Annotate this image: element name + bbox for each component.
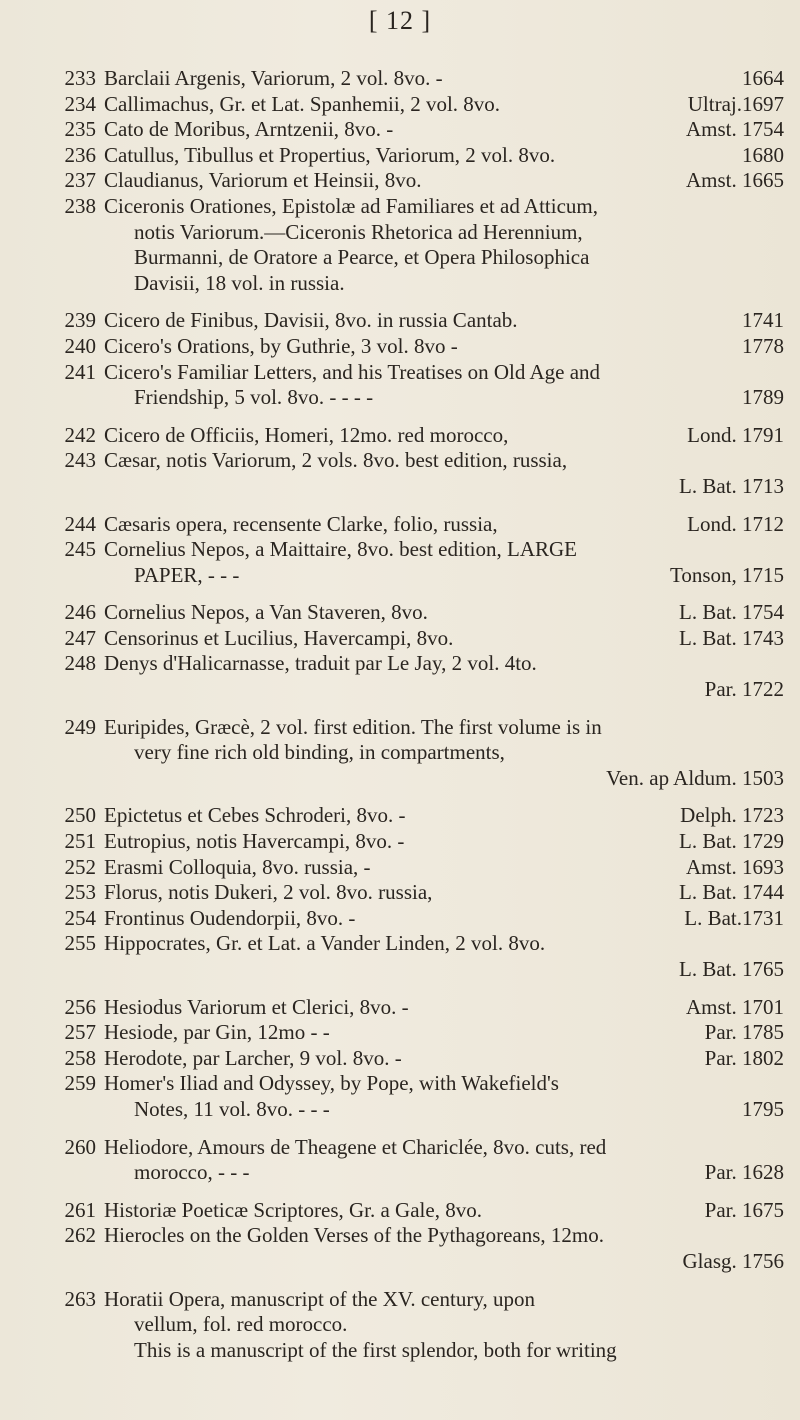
- catalogue-entry: [64, 829, 784, 855]
- entry-imprint: L. Bat. 1729: [679, 829, 784, 854]
- catalogue-entry: [64, 448, 784, 499]
- entry-imprint: 1680: [742, 142, 784, 167]
- entry-title: Cicero's Familiar Letters, and his Treatises on Old Age and: [104, 359, 601, 384]
- entry-continuation: Davisii, 18 vol. in russia.: [134, 270, 345, 295]
- lot-number: 242: [64, 422, 96, 447]
- entry-line: [104, 448, 784, 474]
- lot-number: 249: [64, 714, 96, 739]
- entry-title: Callimachus, Gr. et Lat. Spanhemii, 2 vol. 8vo.: [104, 91, 501, 116]
- lot-number: 255: [64, 931, 96, 956]
- entry-line: [104, 360, 784, 386]
- entry-line: [104, 512, 784, 538]
- entry-imprint: 1778: [742, 333, 784, 358]
- catalogue-entry: [64, 803, 784, 829]
- lot-number: 262: [64, 1223, 96, 1248]
- entry-imprint: Amst. 1693: [685, 854, 784, 879]
- entry-imprint: L. Bat. 1744: [679, 880, 784, 905]
- catalogue-entry: [64, 537, 784, 588]
- entry-line: [104, 677, 784, 703]
- entry-imprint: Par. 1628: [704, 1160, 784, 1185]
- lot-number: 263: [64, 1286, 96, 1311]
- lot-number: 250: [64, 803, 96, 828]
- catalogue-entry: [64, 333, 784, 360]
- lot-number: 246: [64, 600, 96, 625]
- entry-title: Horatii Opera, manuscript of the XV. century, upon: [104, 1286, 535, 1311]
- entry-title: Erasmi Colloquia, 8vo. russia, -: [104, 854, 371, 879]
- lot-number: 247: [64, 625, 96, 650]
- lot-number: 234: [64, 91, 96, 116]
- entry-line: [104, 1020, 784, 1046]
- entry-imprint: Par. 1722: [704, 677, 784, 702]
- lot-number: 236: [64, 142, 96, 167]
- entry-line: [104, 803, 784, 829]
- entry-line: [104, 829, 784, 855]
- entry-line: [104, 474, 784, 500]
- entry-line: [104, 92, 784, 118]
- spacer: [104, 983, 784, 995]
- entry-imprint: Lond. 1791: [687, 422, 784, 447]
- entry-imprint: 1664: [742, 66, 784, 90]
- catalogue-entry: [64, 117, 784, 143]
- catalogue-entry: [64, 193, 784, 296]
- entry-continuation: very fine rich old binding, in compartments,: [134, 740, 505, 765]
- catalogue-entry: [64, 1197, 784, 1224]
- lot-number: 261: [64, 1197, 96, 1222]
- lot-number: 254: [64, 905, 96, 930]
- entry-title: Cornelius Nepos, a Maittaire, 8vo. best edition, LARGE: [104, 537, 578, 562]
- entry-imprint: Delph. 1723: [680, 803, 784, 828]
- catalogue-entry: [64, 66, 784, 92]
- catalogue-entry: [64, 308, 784, 334]
- spacer: [104, 791, 784, 803]
- entry-line: [104, 855, 784, 881]
- entry-title: Cicero's Orations, by Guthrie, 3 vol. 8vo -: [104, 333, 458, 358]
- entry-imprint: Ven. ap Aldum. 1503: [606, 765, 784, 790]
- entry-title: Hesiode, par Gin, 12mo - -: [104, 1020, 330, 1045]
- entry-line: [104, 715, 784, 741]
- entry-line: [104, 537, 784, 563]
- entry-imprint: L. Bat. 1765: [679, 957, 784, 981]
- entry-line: [104, 563, 784, 589]
- spacer: [104, 296, 784, 308]
- entry-title: Barclaii Argenis, Variorum, 2 vol. 8vo. -: [104, 66, 443, 90]
- lot-number: 258: [64, 1045, 96, 1070]
- entry-imprint: Amst. 1665: [685, 168, 784, 193]
- entry-title: Cæsar, notis Variorum, 2 vols. 8vo. best edition, russia,: [104, 448, 568, 473]
- entry-imprint: Tonson, 1715: [669, 562, 784, 587]
- entry-continuation: PAPER, - - -: [134, 562, 240, 587]
- entry-line: [104, 906, 784, 932]
- entry-imprint: L. Bat. 1713: [679, 473, 784, 498]
- lot-number: 237: [64, 168, 96, 193]
- lot-number: 238: [64, 193, 96, 218]
- spacer: [104, 1186, 784, 1198]
- catalogue-entry: [64, 880, 784, 906]
- entry-line: [104, 1198, 784, 1224]
- catalogue-entry: [64, 511, 784, 538]
- entry-line: [104, 931, 784, 957]
- lot-number: 259: [64, 1071, 96, 1096]
- entry-title: Hippocrates, Gr. et Lat. a Vander Linden, 2 vol. 8vo.: [104, 931, 546, 956]
- lot-number: 257: [64, 1020, 96, 1045]
- catalogue-entry: [64, 359, 784, 411]
- entry-title: Denys d'Halicarnasse, traduit par Le Jay, 2 vol. 4to.: [104, 651, 537, 676]
- entry-imprint: Ultraj.1697: [687, 91, 784, 116]
- lot-number: 260: [64, 1134, 96, 1159]
- entry-line: [104, 334, 784, 360]
- entry-title: Ciceronis Orationes, Epistolæ ad Familiares et ad Atticum,: [104, 193, 598, 218]
- entry-imprint: 1789: [742, 385, 784, 410]
- entry-line: [104, 1097, 784, 1123]
- catalogue-entries: [64, 66, 784, 1363]
- catalogue-entry: [64, 1020, 784, 1046]
- entry-title: Homer's Iliad and Odyssey, by Pope, with Wakefield's: [104, 1071, 559, 1096]
- entry-title: Euripides, Græcè, 2 vol. first edition. The first volume is in: [104, 714, 602, 739]
- entry-line: [104, 766, 784, 792]
- entry-title: Cicero de Officiis, Homeri, 12mo. red morocco,: [104, 422, 509, 447]
- entry-imprint: 1741: [742, 308, 784, 333]
- entry-line: [104, 66, 784, 92]
- entry-imprint: L. Bat.1731: [684, 905, 784, 930]
- catalogue-entry: [64, 931, 784, 982]
- lot-number: 239: [64, 308, 96, 333]
- entry-imprint: Glasg. 1756: [682, 1248, 784, 1273]
- catalogue-entry: [64, 600, 784, 626]
- lot-number: 252: [64, 854, 96, 879]
- spacer: [104, 1275, 784, 1287]
- entry-imprint: Par. 1785: [704, 1020, 784, 1045]
- catalogue-entry: [64, 905, 784, 932]
- spacer: [104, 588, 784, 600]
- entry-continuation: notis Variorum.—Ciceronis Rhetorica ad Herennium,: [134, 219, 583, 244]
- entry-title: Cicero de Finibus, Davisii, 8vo. in russia Cantab.: [104, 308, 518, 333]
- lot-number: 244: [64, 511, 96, 536]
- entry-line: [104, 1249, 784, 1275]
- entry-title: Hesiodus Variorum et Clerici, 8vo. -: [104, 994, 409, 1019]
- page-number: [ 12 ]: [368, 6, 432, 35]
- entry-imprint: L. Bat. 1743: [679, 625, 784, 650]
- catalogue-entry: [64, 142, 784, 169]
- entry-title: Epictetus et Cebes Schroderi, 8vo. -: [104, 803, 406, 828]
- entry-continuation: Burmanni, de Oratore a Pearce, et Opera Philosophica: [134, 245, 590, 270]
- entry-imprint: 1795: [742, 1096, 784, 1121]
- entry-note: This is a manuscript of the first splendor, both for writing: [134, 1337, 617, 1362]
- entry-line: [104, 194, 784, 220]
- entry-imprint: L. Bat. 1754: [679, 600, 784, 625]
- entry-line: [104, 1046, 784, 1072]
- catalogue-entry: [64, 168, 784, 194]
- entry-line: [104, 143, 784, 169]
- entry-continuation: Friendship, 5 vol. 8vo. - - - -: [134, 385, 374, 410]
- lot-number: 233: [64, 66, 96, 90]
- spacer: [104, 500, 784, 512]
- entry-title: Hierocles on the Golden Verses of the Pythagoreans, 12mo.: [104, 1223, 605, 1248]
- lot-number: 240: [64, 333, 96, 358]
- entry-imprint: Lond. 1712: [687, 511, 784, 536]
- entry-line: [104, 600, 784, 626]
- entry-imprint: Amst. 1754: [685, 117, 784, 142]
- lot-number: 256: [64, 994, 96, 1019]
- entry-line: [104, 117, 784, 143]
- entry-line: [104, 1135, 784, 1161]
- catalogue-entry: [64, 854, 784, 881]
- entry-title: Frontinus Oudendorpii, 8vo. -: [104, 905, 356, 930]
- catalogue-entry: [64, 1223, 784, 1274]
- lot-number: 251: [64, 829, 96, 854]
- entry-title: Catullus, Tibullus et Propertius, Variorum, 2 vol. 8vo.: [104, 142, 556, 167]
- entry-title: Claudianus, Variorum et Heinsii, 8vo.: [104, 168, 422, 193]
- entry-title: Historiæ Poeticæ Scriptores, Gr. a Gale, 8vo.: [104, 1197, 482, 1222]
- entry-line: [104, 423, 784, 449]
- catalogue-entry: [64, 994, 784, 1021]
- lot-number: 243: [64, 448, 96, 473]
- lot-number: 241: [64, 359, 96, 384]
- entry-line: [104, 957, 784, 983]
- entry-line: [104, 1287, 784, 1313]
- catalogue-entry: [64, 625, 784, 652]
- spacer: [104, 703, 784, 715]
- entry-line: [104, 1071, 784, 1097]
- entry-title: Cæsaris opera, recensente Clarke, folio, russia,: [104, 511, 498, 536]
- catalogue-entry: [64, 1286, 784, 1364]
- spacer: [104, 411, 784, 423]
- entry-imprint: Par. 1802: [704, 1045, 784, 1070]
- entry-line: [104, 385, 784, 411]
- spacer: [104, 1123, 784, 1135]
- lot-number: 245: [64, 537, 96, 562]
- lot-number: 235: [64, 117, 96, 142]
- entry-title: Heliodore, Amours de Theagene et Chariclée, 8vo. cuts, red: [104, 1134, 607, 1159]
- entry-line: [104, 995, 784, 1021]
- catalogue-entry: [64, 651, 784, 702]
- catalogue-entry: [64, 714, 784, 792]
- catalogue-entry: [64, 91, 784, 118]
- entry-title: Cornelius Nepos, a Van Staveren, 8vo.: [104, 600, 428, 625]
- entry-title: Cato de Moribus, Arntzenii, 8vo. -: [104, 117, 394, 142]
- entry-line: [104, 1160, 784, 1186]
- entry-continuation: Notes, 11 vol. 8vo. - - -: [134, 1096, 330, 1121]
- entry-line: [104, 651, 784, 677]
- entry-title: Herodote, par Larcher, 9 vol. 8vo. -: [104, 1045, 402, 1070]
- entry-line: [104, 626, 784, 652]
- lot-number: 248: [64, 651, 96, 676]
- entry-title: Florus, notis Dukeri, 2 vol. 8vo. russia,: [104, 880, 433, 905]
- entry-line: [104, 308, 784, 334]
- entry-continuation: vellum, fol. red morocco.: [134, 1312, 348, 1337]
- entry-line: [104, 168, 784, 194]
- lot-number: 253: [64, 880, 96, 905]
- catalogue-entry: [64, 422, 784, 449]
- entry-line: [104, 1223, 784, 1249]
- entry-title: Censorinus et Lucilius, Havercampi, 8vo.: [104, 625, 454, 650]
- entry-imprint: Amst. 1701: [685, 994, 784, 1019]
- catalogue-entry: [64, 1134, 784, 1186]
- entry-title: Eutropius, notis Havercampi, 8vo. -: [104, 829, 405, 854]
- entry-imprint: Par. 1675: [704, 1197, 784, 1222]
- catalogue-entry: [64, 1071, 784, 1122]
- entry-continuation: morocco, - - -: [134, 1160, 250, 1185]
- catalogue-entry: [64, 1045, 784, 1072]
- entry-line: [104, 880, 784, 906]
